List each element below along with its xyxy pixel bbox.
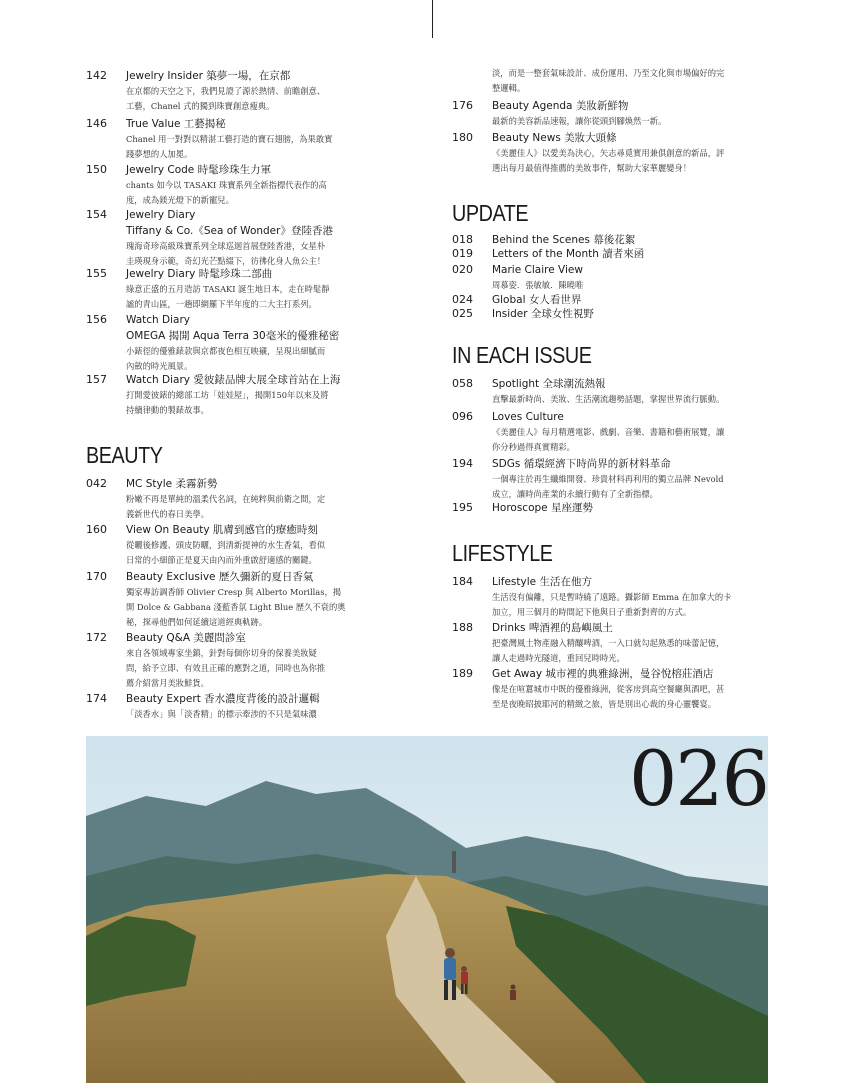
entry-desc: 最新的美容新品速報，讓你從頭到腳煥然一新。 bbox=[492, 116, 667, 126]
entry-desc: 謐的青山區，一趟即網羅下半年度的二大主打系列。 bbox=[126, 299, 317, 309]
entry-title: True Value 工藝揭秘 bbox=[126, 118, 226, 130]
entry-title: Jewelry Code 時髦珍珠生力軍 bbox=[126, 164, 272, 176]
entry-desc: 秘，探尋他們如何延續這道經典軌跡。 bbox=[126, 617, 268, 627]
entry-title: Beauty Agenda 美妝新鮮物 bbox=[492, 100, 629, 112]
entry-desc: 瑰海奇珍高級珠寶系列全球巡迴首展登陸香港，女星朴 bbox=[126, 241, 326, 251]
entry-title: SDGs 循環經濟下時尚界的新材料革命 bbox=[492, 458, 671, 470]
entry-desc: 周慕姿．張敏敏．陳曉唯 bbox=[492, 280, 584, 290]
entry-title: View On Beauty 肌膚到感官的療癒時刻 bbox=[126, 524, 318, 536]
entry-desc: 小錶徑的優雅錶款與京都夜色相互映襯，呈現出細膩而 bbox=[126, 346, 326, 356]
page-ref: 160 bbox=[86, 523, 107, 536]
section-heading-in-each-issue: IN EACH ISSUE bbox=[452, 342, 592, 368]
entry-desc: 義新世代的春日美學。 bbox=[126, 509, 209, 519]
page-ref: 142 bbox=[86, 69, 107, 82]
page-ref: 172 bbox=[86, 631, 107, 644]
page-ref: 195 bbox=[452, 501, 473, 514]
entry-desc: 來自各領域專家坐鎮，針對每個你切身的保養美妝疑 bbox=[126, 648, 317, 658]
entry-title: Beauty Expert 香水濃度背後的設計邏輯 bbox=[126, 693, 320, 705]
entry-title: Horoscope 星座運勢 bbox=[492, 502, 593, 514]
entry-title: Beauty News 美妝大頭條 bbox=[492, 132, 617, 144]
entry-desc: 度，成為鎂光燈下的新寵兒。 bbox=[126, 195, 234, 205]
entry-desc: 加立，用三個月的時間記下他與日子重新對齊的方式。 bbox=[492, 607, 692, 617]
summit-monument bbox=[452, 851, 456, 873]
entry-title: MC Style 柔霧新勢 bbox=[126, 478, 218, 490]
entry-desc: 《美麗佳人》以愛美為決心，矢志尋覓實用兼俱創意的新品，評 bbox=[492, 148, 725, 158]
entry-desc: 打開愛彼錶的總部工坊「娃娃屋」，揭開150年以來及將 bbox=[126, 390, 329, 400]
page-ref: 146 bbox=[86, 117, 107, 130]
entry-title: Spotlight 全球潮流熱報 bbox=[492, 378, 606, 390]
entry-title: Beauty Exclusive 歷久彌新的夏日香氣 bbox=[126, 571, 314, 583]
entry-desc: 獨家專訪調香師 Olivier Cresp 與 Alberto Morillas，揭 bbox=[126, 587, 342, 597]
page-ref: 194 bbox=[452, 457, 473, 470]
page-ref: 189 bbox=[452, 667, 473, 680]
entry-desc: 「淡香水」與「淡香精」的標示牽涉的不只是氣味濃 bbox=[126, 709, 317, 719]
page-ref: 184 bbox=[452, 575, 473, 588]
section-heading-beauty: BEAUTY bbox=[86, 442, 163, 468]
entry-desc: 直擊最新時尚、美妝、生活潮流趨勢話題，掌握世界流行脈動。 bbox=[492, 394, 725, 404]
page-ref: 155 bbox=[86, 267, 107, 280]
entry-title: Jewelry Diary 時髦珍珠二部曲 bbox=[126, 268, 273, 280]
entry-desc: 生活沒有偏離，只是暫時繞了遠路。攝影師 Emma 在加拿大的卡 bbox=[492, 592, 732, 602]
page-ref: 150 bbox=[86, 163, 107, 176]
entry-title: Get Away 城市裡的典雅綠洲，曼谷悅榕莊酒店 bbox=[492, 668, 714, 680]
entry-desc: 在京都的天空之下，我們見證了源於熱情、前瞻創意、 bbox=[126, 86, 326, 96]
entry-subtitle: Tiffany & Co.《Sea of Wonder》登陸香港 bbox=[126, 225, 333, 237]
column-divider bbox=[432, 0, 433, 38]
entry-desc: 粉嫩不再是單純的溫柔代名詞，在純粹與前衛之間，定 bbox=[126, 494, 326, 504]
page-ref: 025 bbox=[452, 307, 473, 320]
entry-desc: 讓人走過時光隧道，重回兒時時光。 bbox=[492, 653, 625, 663]
page-ref: 024 bbox=[452, 293, 473, 306]
entry-desc: Chanel 用一對對以精湛工藝打造的寶石翅膀，為果敢實 bbox=[126, 134, 333, 144]
page-ref: 020 bbox=[452, 263, 473, 276]
entry-desc: 《美麗佳人》每月精選電影、戲劇、音樂、書籍和藝術展覽，讓 bbox=[492, 427, 725, 437]
page-ref: 180 bbox=[452, 131, 473, 144]
entry-desc: 日常的小細節正是夏天由內而外重啟舒適感的關鍵。 bbox=[126, 555, 317, 565]
entry-desc: 圭瑛現身示範，奇幻光芒點綴下，彷彿化身人魚公主！ bbox=[126, 256, 326, 266]
entry-title: Jewelry Insider 築夢一場，在京都 bbox=[126, 70, 291, 82]
entry-desc: 綠意正盛的五月造訪 TASAKI 誕生地日本，走在時髦靜 bbox=[126, 284, 330, 294]
hiker-far bbox=[510, 985, 516, 1001]
page-ref: 019 bbox=[452, 247, 473, 260]
page-number: 026 bbox=[628, 736, 768, 823]
entry-title: Watch Diary 愛彼錶品牌大展全球首站在上海 bbox=[126, 374, 341, 386]
hikers-mountain-photo bbox=[86, 736, 768, 1083]
entry-desc: 像是在喧囂城市中既的優雅綠洲，從客房到高空餐廳與酒吧，甚 bbox=[492, 684, 725, 694]
entry-desc: 問，給予立即、有效且正確的應對之道，同時也為你推 bbox=[126, 663, 326, 673]
entry-desc: 把臺灣風土物產融入精釀啤酒，一入口就勾起熟悉的味蕾記憶， bbox=[492, 638, 725, 648]
entry-desc: 持續律動的製錶故事。 bbox=[126, 405, 209, 415]
entry-desc: 淡，而是一整套氣味設計、成份運用、乃至文化與市場偏好的完 bbox=[492, 68, 725, 78]
entry-desc: 工藝，Chanel 式的獨到珠寶創意瘦典。 bbox=[126, 101, 275, 111]
entry-title: Loves Culture bbox=[492, 411, 564, 423]
entry-title: Insider 全球女性視野 bbox=[492, 308, 594, 320]
page-ref: 042 bbox=[86, 477, 107, 490]
entry-title: Behind the Scenes 幕後花絮 bbox=[492, 234, 636, 246]
page-ref: 157 bbox=[86, 373, 107, 386]
entry-title: Drinks 啤酒裡的島嶼風土 bbox=[492, 622, 613, 634]
entry-title: Global 女人看世界 bbox=[492, 294, 582, 306]
entry-desc: 你分秒過得真實精彩。 bbox=[492, 442, 575, 452]
entry-title: Marie Claire View bbox=[492, 264, 583, 276]
page-ref: 170 bbox=[86, 570, 107, 583]
entry-title: Beauty Q&A 美麗問診室 bbox=[126, 632, 246, 644]
page-ref: 188 bbox=[452, 621, 473, 634]
entry-desc: 整邏輯。 bbox=[492, 83, 526, 93]
entry-desc: chants 如今以 TASAKI 珠寶系列全新指標代表作的高 bbox=[126, 180, 327, 190]
page-ref: 156 bbox=[86, 313, 107, 326]
entry-title: Watch Diary bbox=[126, 314, 190, 326]
section-heading-lifestyle: LIFESTYLE bbox=[452, 540, 553, 566]
entry-desc: 至是夜晚昭披耶河的精緻之旅，皆是別出心裁的身心靈饗宴。 bbox=[492, 699, 717, 709]
entry-desc: 薦介紹當月美妝鮮貨。 bbox=[126, 678, 209, 688]
page-ref: 018 bbox=[452, 233, 473, 246]
page-ref: 058 bbox=[452, 377, 473, 390]
entry-title: Jewelry Diary bbox=[126, 209, 196, 221]
page-ref: 176 bbox=[452, 99, 473, 112]
section-heading-update: UPDATE bbox=[452, 200, 529, 226]
entry-desc: 一個專注於再生纖維開發、珍貴材料再利用的獨立品牌 Nevold bbox=[492, 474, 724, 484]
entry-title: Letters of the Month 讀者來函 bbox=[492, 248, 645, 260]
page-ref: 174 bbox=[86, 692, 107, 705]
entry-desc: 開 Dolce & Gabbana 淺藍香氛 Light Blue 歷久不衰的奧 bbox=[126, 602, 346, 612]
entry-subtitle: OMEGA 揭開 Aqua Terra 30毫米的優雅秘密 bbox=[126, 330, 340, 342]
entry-desc: 內斂的時光風景。 bbox=[126, 361, 193, 371]
entry-desc: 成立，讓時尚產業的永續行動有了全新指標。 bbox=[492, 489, 658, 499]
page-ref: 154 bbox=[86, 208, 107, 221]
entry-title: Lifestyle 生活在他方 bbox=[492, 576, 592, 588]
entry-desc: 踐夢想的人加冕。 bbox=[126, 149, 193, 159]
entry-desc: 選出每月最值得推薦的美妝事件，幫助大家華麗變身！ bbox=[492, 163, 692, 173]
page-ref: 096 bbox=[452, 410, 473, 423]
entry-desc: 從曬後修護、頭皮防曬，到清新提神的水生香氣，看似 bbox=[126, 540, 326, 550]
